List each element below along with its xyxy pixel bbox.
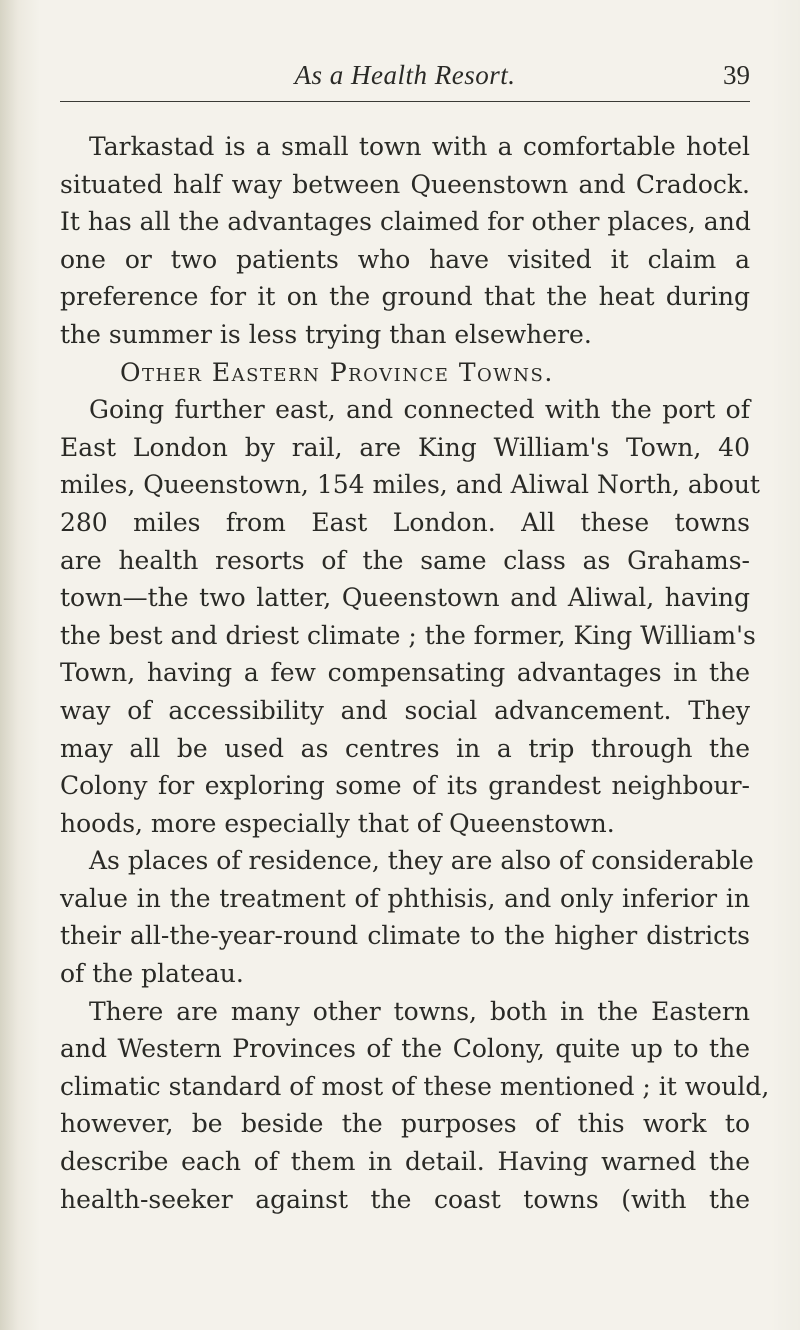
body-text xyxy=(60,128,770,1218)
text-line: 280 miles from East London. All these towns xyxy=(60,507,750,537)
text-line: Colony for exploring some of its grandest neighbour- xyxy=(60,771,750,801)
text-line: value in the treatment of phthisis, and only inferior in xyxy=(60,883,750,913)
text-line: Town, having a few compensating advantages in the xyxy=(60,658,750,688)
text-line: may all be used as centres in a trip through the xyxy=(60,733,750,763)
text-line: of the plateau. xyxy=(60,959,244,989)
text-line: the summer is less trying than elsewhere. xyxy=(60,319,592,349)
text-line: Tarkastad is a small town with a comfortable hotel xyxy=(89,132,750,161)
text-line: one or two patients who have visited it claim a xyxy=(60,244,750,274)
text-line: the best and driest climate ; the former, King William's xyxy=(60,620,756,650)
text-line: way of accessibility and social advancement. They xyxy=(60,695,750,725)
page-number: 39 xyxy=(723,60,750,90)
header-rule xyxy=(60,101,750,102)
text-line: however, be beside the purposes of this work to xyxy=(60,1109,750,1139)
text-line: There are many other towns, both in the Eastern xyxy=(89,996,750,1026)
text-line: It has all the advantages claimed for other places, and xyxy=(60,207,751,237)
running-head xyxy=(60,60,750,100)
running-title: As a Health Resort. xyxy=(294,60,516,90)
text-line: preference for it on the ground that the heat during xyxy=(60,282,750,312)
text-line: and Western Provinces of the Colony, quite up to the xyxy=(60,1034,750,1064)
text-line: East London by rail, are King William's Town, 40 xyxy=(60,432,750,462)
text-line: town—the two latter, Queenstown and Aliwal, having xyxy=(60,583,750,613)
text-line: situated half way between Queenstown and Cradock. xyxy=(60,169,750,199)
text-line: are health resorts of the same class as Grahams- xyxy=(60,545,750,575)
text-line: Going further east, and connected with the port of xyxy=(89,395,750,425)
text-line: health-seeker against the coast towns (with the xyxy=(60,1184,750,1214)
text-line: hoods, more especially that of Queenstown. xyxy=(60,808,615,838)
text-line: their all-the-year-round climate to the higher districts xyxy=(60,921,750,951)
text-line: miles, Queenstown, 154 miles, and Aliwal North, about xyxy=(60,470,760,500)
text-line: climatic standard of most of these mentioned ; it would, xyxy=(60,1071,770,1101)
text-line: describe each of them in detail. Having warned the xyxy=(60,1147,750,1177)
text-line: As places of residence, they are also of considerable xyxy=(89,846,754,876)
section-heading: Other Eastern Province Towns. xyxy=(120,357,554,387)
